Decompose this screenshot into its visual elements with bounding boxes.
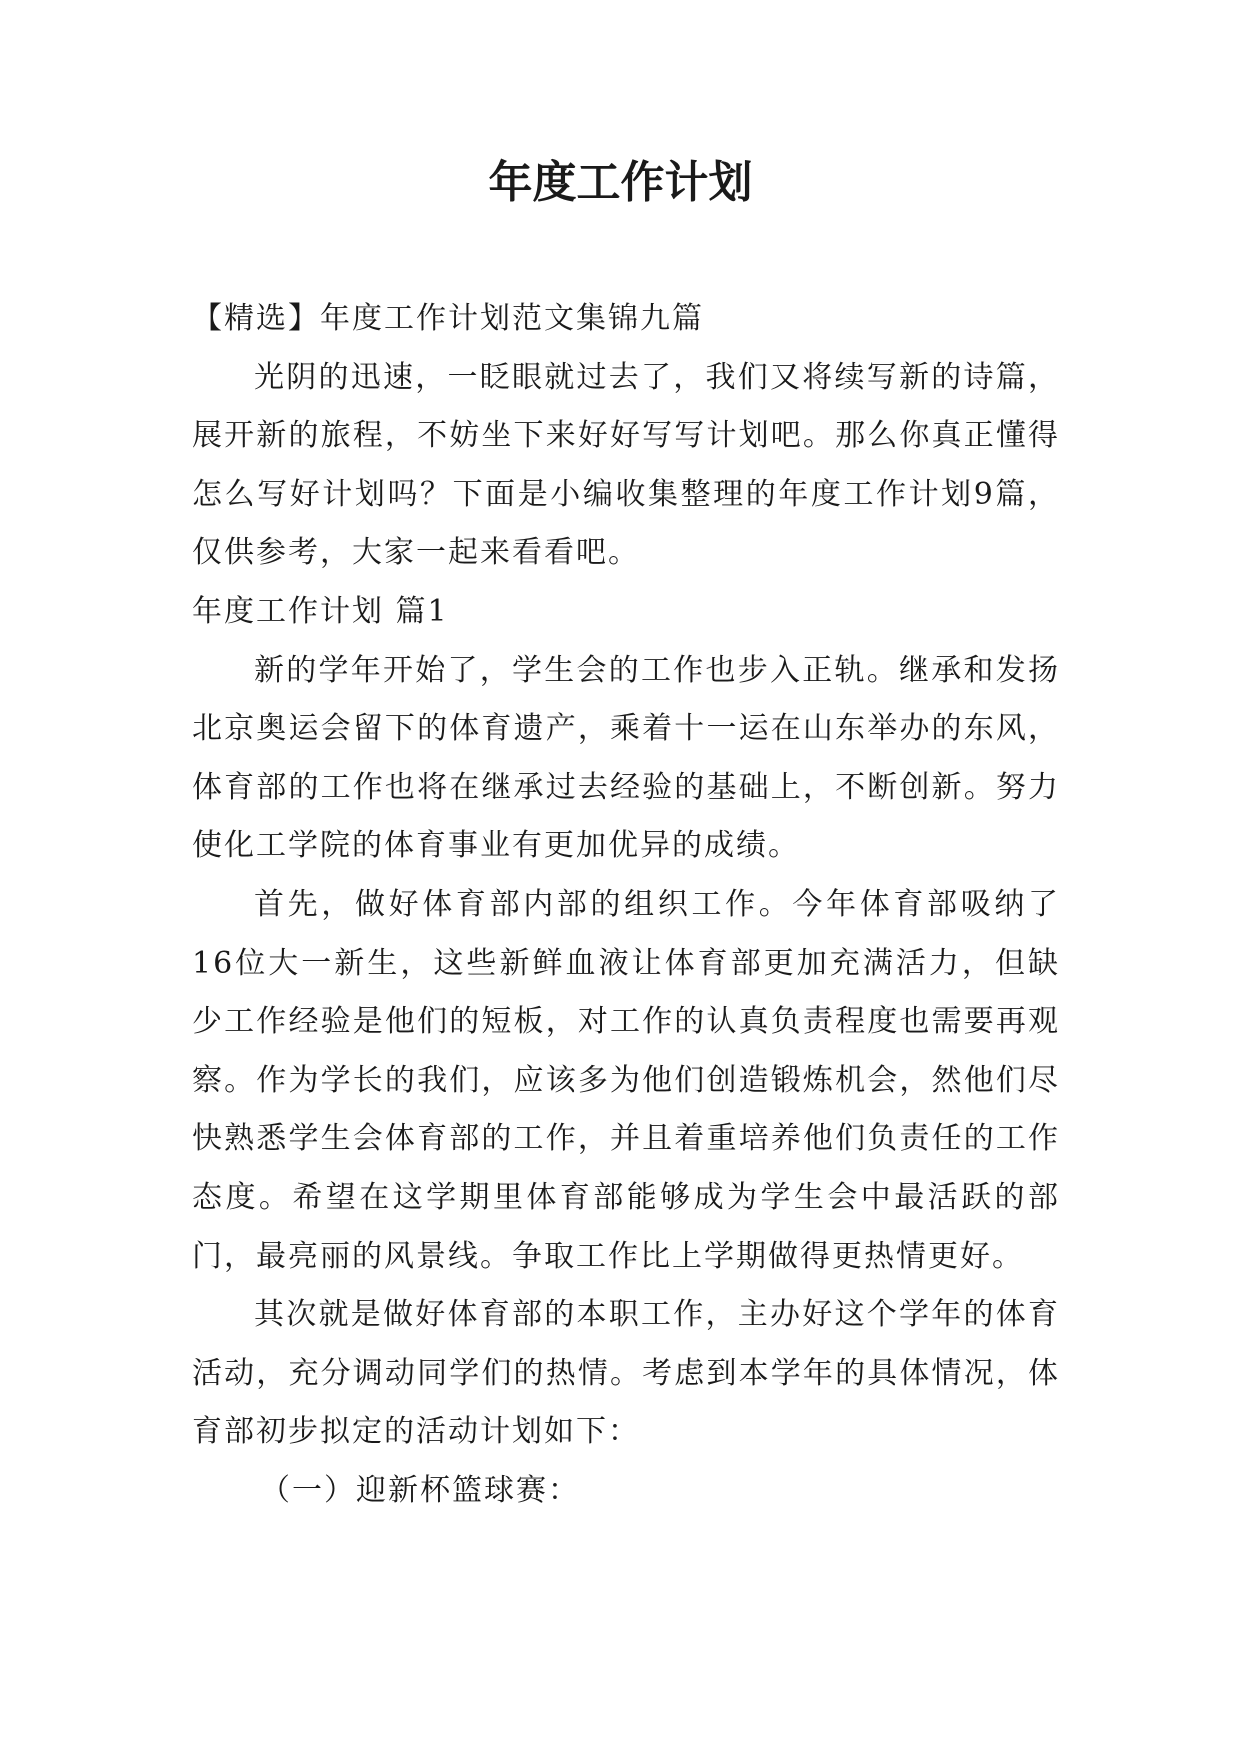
body-paragraph: 首先，做好体育部内部的组织工作。今年体育部吸纳了16位大一新生，这些新鲜血液让体育部更加充满活力，但缺少工作经验是他们的短板，对工作的认真负责程度也需要再观察。作为学长的我们，应该多为他们创造锻炼机会，然他们尽快熟悉学生会体育部的工作，并且着重培养他们负责任的工作态度。希望在这学期里体育部能够成为学生会中最活跃的部门，最亮丽的风景线。争取工作比上学期做得更热情更好。: [192, 886, 1060, 1274]
body-paragraph: 新的学年开始了，学生会的工作也步入正轨。继承和发扬北京奥运会留下的体育遗产，乘着十一运在山东举办的东风，体育部的工作也将在继承过去经验的基础上，不断创新。努力使化工学院的体育事业有更加优异的成绩。: [192, 652, 1060, 864]
document-title: 年度工作计划: [488, 157, 753, 208]
intro-paragraph: 光阴的迅速，一眨眼就过去了，我们又将续写新的诗篇，展开新的旅程，不妨坐下来好好写写计划吧。那么你真正懂得怎么写好计划吗？下面是小编收集整理的年度工作计划9篇，仅供参考，大家一起来看看吧。: [192, 359, 1060, 571]
body-paragraph: 其次就是做好体育部的本职工作，主办好这个学年的体育活动，充分调动同学们的热情。考虑到本学年的具体情况，体育部初步拟定的活动计划如下：: [192, 1297, 1060, 1450]
document-subtitle: 【精选】年度工作计划范文集锦九篇: [192, 301, 704, 336]
list-item-heading: （一）迎新杯篮球赛：: [260, 1472, 580, 1508]
document-body: [192, 290, 1060, 1520]
section-heading: 年度工作计划 篇1: [192, 593, 449, 629]
